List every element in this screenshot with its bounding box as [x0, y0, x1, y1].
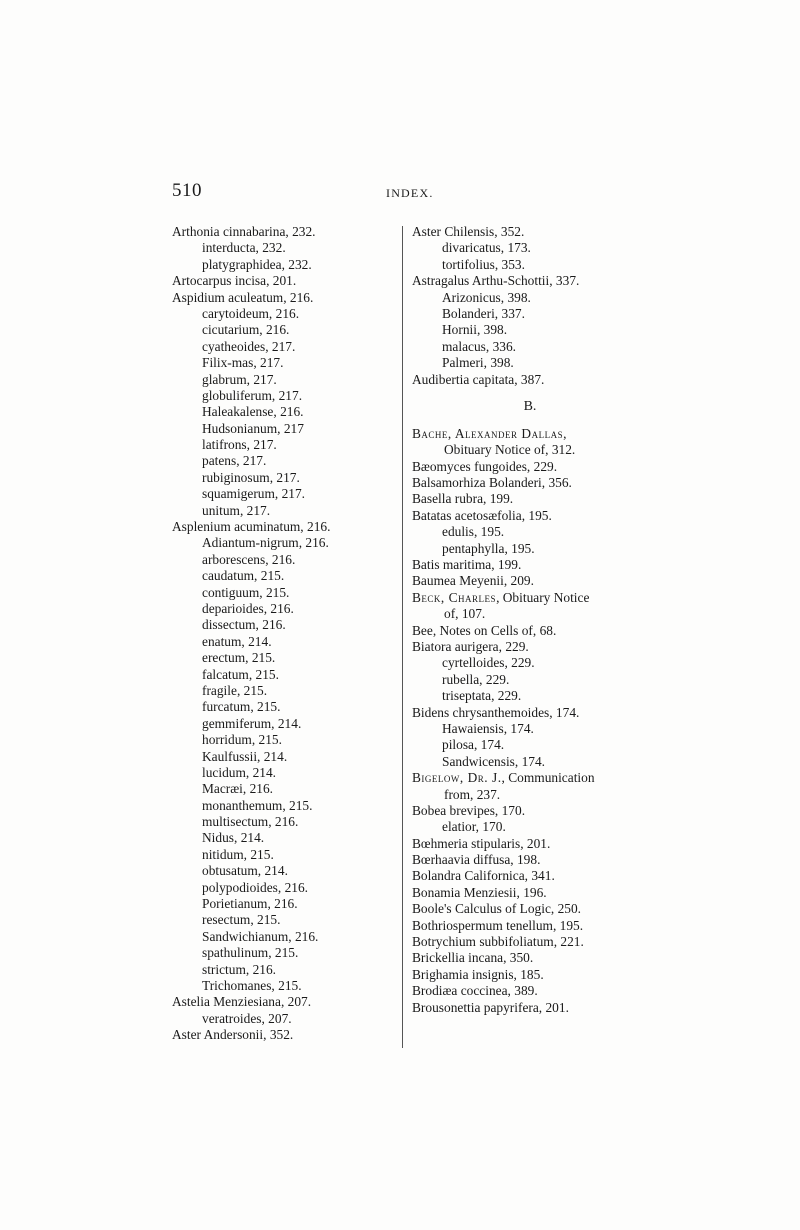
index-entry: Batis maritima, 199. [412, 557, 522, 573]
index-entry: arborescens, 216. [202, 551, 296, 567]
index-entry: resectum, 215. [202, 912, 281, 928]
index-entry: falcatum, 215. [202, 666, 279, 682]
index-entry: Hudsonianum, 217 [202, 420, 304, 436]
index-entry: Brousonettia papyrifera, 201. [412, 999, 569, 1015]
index-entry: Bœhmeria stipularis, 201. [412, 835, 551, 851]
index-entry: cyatheoides, 217. [202, 338, 296, 354]
running-head: INDEX. [386, 186, 434, 200]
column-divider [402, 226, 403, 1048]
index-entry: unitum, 217. [202, 502, 271, 518]
index-entry: Astragalus Arthu-Schottii, 337. [412, 273, 580, 289]
index-entry: squamigerum, 217. [202, 486, 306, 502]
index-entry: cyrtelloides, 229. [442, 655, 535, 671]
index-entry: Brickellia incana, 350. [412, 950, 534, 966]
page-number: 510 [172, 180, 202, 201]
index-entry: monanthemum, 215. [202, 797, 313, 813]
index-entry: horridum, 215. [202, 732, 282, 748]
index-entry: Filix-mas, 217. [202, 355, 284, 371]
index-entry: rubella, 229. [442, 671, 510, 687]
index-entry: Hawaiensis, 174. [442, 720, 534, 736]
index-entry: Palmeri, 398. [442, 355, 514, 371]
index-entry: enatum, 214. [202, 633, 272, 649]
index-entry: Kaulfussii, 214. [202, 748, 288, 764]
index-entry: Brodiæa coccinea, 389. [412, 983, 538, 999]
index-entry: furcatum, 215. [202, 699, 281, 715]
index-entry: interducta, 232. [202, 240, 286, 256]
index-entry: veratroides, 207. [202, 1010, 292, 1026]
index-entry: Biatora aurigera, 229. [412, 638, 529, 654]
index-entry: Bobea brevipes, 170. [412, 802, 526, 818]
index-entry: Brighamia insignis, 185. [412, 966, 544, 982]
index-entry: malacus, 336. [442, 338, 517, 354]
index-entry: Bolandra Californica, 341. [412, 868, 555, 884]
index-entry: Bigelow, Dr. J., Communication [412, 770, 595, 786]
index-entry: Aster Andersonii, 352. [172, 1027, 294, 1043]
index-entry: Botrychium subbifoliatum, 221. [412, 934, 584, 950]
index-entry: Artocarpus incisa, 201. [172, 273, 297, 289]
index-entry: rubiginosum, 217. [202, 469, 300, 485]
index-entry: Bæomyces fungoides, 229. [412, 458, 558, 474]
index-entry: Arthonia cinnabarina, 232. [172, 224, 316, 239]
index-entry: Audibertia capitata, 387. [412, 371, 545, 387]
index-entry: Bee, Notes on Cells of, 68. [412, 622, 557, 638]
index-entry: Macræi, 216. [202, 781, 274, 797]
index-entry: Bonamia Menziesii, 196. [412, 884, 547, 900]
index-entry: Arizonicus, 398. [442, 289, 531, 305]
index-entry: Bothriospermum tenellum, 195. [412, 917, 584, 933]
index-entry: nitidum, 215. [202, 846, 274, 862]
index-entry: Bœrhaavia diffusa, 198. [412, 852, 541, 868]
index-entry: Haleakalense, 216. [202, 404, 304, 420]
section-letter: B. [523, 398, 537, 414]
index-entry: Bache, Alexander Dallas, [412, 425, 567, 441]
index-entry: multisectum, 216. [202, 814, 299, 830]
index-entry: Hornii, 398. [442, 322, 508, 338]
index-entry: Asplenium acuminatum, 216. [172, 519, 331, 535]
index-entry: platygraphidea, 232. [202, 256, 312, 272]
index-entry: Bidens chrysanthemoides, 174. [412, 704, 580, 720]
index-entry: Boole's Calculus of Logic, 250. [412, 901, 582, 917]
index-entry: Adiantum-nigrum, 216. [202, 535, 329, 551]
index-entry: patens, 217. [202, 453, 267, 469]
index-entry: carytoideum, 216. [202, 305, 300, 321]
index-entry: lucidum, 214. [202, 764, 277, 780]
index-column-left [172, 224, 398, 1044]
index-entry: spathulinum, 215. [202, 945, 299, 961]
index-group-a-continued [412, 224, 648, 388]
author-name: Bigelow, Dr. J. [412, 770, 502, 786]
index-column-right [412, 224, 648, 1016]
index-entry: Baumea Meyenii, 209. [412, 573, 534, 589]
index-entry: Batatas acetosæfolia, 195. [412, 507, 552, 523]
index-entry: edulis, 195. [442, 524, 505, 540]
index-entry: Obituary Notice of, 312. [444, 442, 576, 458]
index-entry: latifrons, 217. [202, 437, 277, 453]
index-entry: gemmiferum, 214. [202, 715, 302, 731]
index-entry: Astelia Menziesiana, 207. [172, 994, 312, 1010]
index-entry: Sandwicensis, 174. [442, 753, 546, 769]
index-entry: Porietianum, 216. [202, 896, 298, 912]
index-entry: Balsamorhiza Bolanderi, 356. [412, 475, 572, 491]
index-entry: caudatum, 215. [202, 568, 285, 584]
index-entry: Beck, Charles, Obituary Notice [412, 589, 590, 605]
index-entry: erectum, 215. [202, 650, 276, 666]
index-entry: divaricatus, 173. [442, 240, 531, 256]
index-entry: deparioides, 216. [202, 600, 294, 616]
index-entry: pentaphylla, 195. [442, 540, 535, 556]
index-entry: dissectum, 216. [202, 617, 286, 633]
index-entry: Trichomanes, 215. [202, 977, 302, 993]
index-entry: Sandwichianum, 216. [202, 928, 319, 944]
index-entry: contiguum, 215. [202, 584, 290, 600]
index-entry: Bolanderi, 337. [442, 305, 525, 321]
index-entry: strictum, 216. [202, 961, 277, 977]
index-entry: Nidus, 214. [202, 830, 265, 846]
index-group-b [412, 426, 648, 1016]
index-entry: pilosa, 174. [442, 737, 505, 753]
index-entry: Aspidium aculeatum, 216. [172, 289, 314, 305]
index-entry: of, 107. [444, 606, 486, 622]
index-entry: fragile, 215. [202, 682, 268, 698]
author-name: Beck, Charles [412, 589, 497, 605]
index-entry: Basella rubra, 199. [412, 491, 514, 507]
index-entry: elatior, 170. [442, 819, 506, 835]
index-entry: cicutarium, 216. [202, 322, 290, 338]
index-entry: glabrum, 217. [202, 371, 277, 387]
index-entry: from, 237. [444, 786, 501, 802]
index-entry: tortifolius, 353. [442, 256, 525, 272]
index-entry: Aster Chilensis, 352. [412, 224, 525, 239]
index-entry: obtusatum, 214. [202, 863, 288, 879]
index-entry: globuliferum, 217. [202, 387, 303, 403]
index-entry: polypodioides, 216. [202, 879, 309, 895]
index-entry: triseptata, 229. [442, 688, 522, 704]
